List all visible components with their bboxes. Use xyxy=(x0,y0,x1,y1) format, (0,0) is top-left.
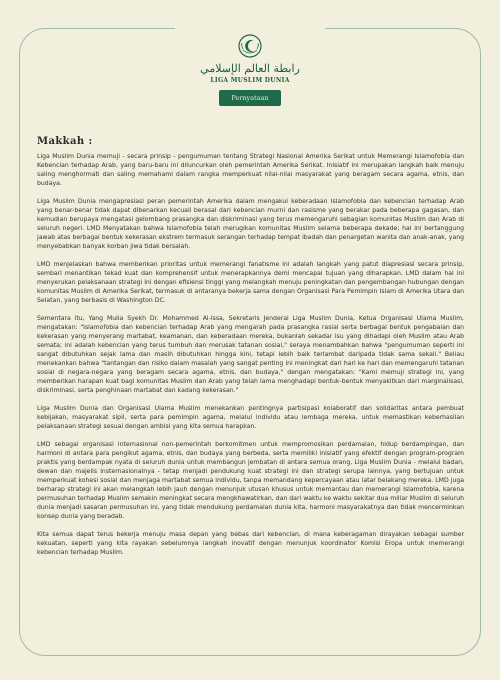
paragraph-2: Liga Muslim Dunia mengapresiasi peran pemerintah Amerika dalam mengakui keberadaan Islamofobia dan kebencian terhadap Arab yang benar-benar tidak dapat dibenarkan kecuali berasal dari kebencian murni dan rasisme yang berakar pada beberapa gagasan, dan kemudian berupaya mengatasi gelombang prasangka dan diskriminasi yang terus memengaruhi sebagian komunitas Muslim dan Arab di seluruh negeri. LMD Menyatakan bahwa Islamofobia telah merugikan komunitas Muslim selama beberapa dekade; hal ini bertanggung jawab atas berbagai bentuk kekerasan ekstrem termasuk serangan terhadap tempat ibadah dan penargetan wanita dan anak-anak, yang menyebabkan banyak korban jiwa tidak bersalah. xyxy=(37,198,464,250)
paragraph-6: LMD sebagai organisasi internasional non-pemerintah berkomitmen untuk mempromosikan perdamaian, hidup berdampingan, dan harmoni di antara para pengikut agama, etnis, dan budaya yang berbeda, serta memiliki inisiatif yang efektif dengan program-program praktis yang berdampak nyata di seluruh dunia untuk membangun jembatan di antara semua orang, Liga Muslim Dunia - melalui badan, dewan dan majelis insternasionalnya - tetap menjadi pendukung kuat strategi ini dan strategi serupa lainnya, yang bertujuan untuk memperkuat kohesi sosial dan menjaga martabat semua individu, tanpa memandang kepercayaan atau latar belakang mereka. LMD juga berharap strategi ini akan melangkah lebih jauh dengan menunjuk utusan khusus untuk memantau dan memerangi Islamofobia, karena permusuhan terhadap Muslim semakin meningkat secara mengkhawatirkan, dan dari waktu ke waktu sekitar dua miliar Muslim di seluruh dunia menjadi sasaran permusuhan ini, yang tidak mendukung perdamaian dunia kita, harmoni masyarakatnya dan tidak mencerminkan konsep dunia yang beradab. xyxy=(37,441,464,520)
dateline-city: Makkah : xyxy=(37,136,93,147)
paragraph-4: Sementara itu, Yang Mulia Syekh Dr. Mohammed Al-Issa, Sekretaris Jenderal Liga Muslim Dunia, Ketua Organisasi Ulama Muslim, mengatakan: "Islamofobia dan kebencian terhadap Arab yang mengarah pada prasangka rasial serta berbagai bentuk pengabaian dan kekerasan yang menyerang martabat, keamanan, dan keberadaan mereka, bukanlah sekadar isu yang dihadapi oleh Muslim atau Arab semata; ini adalah kebencian yang terus tumbuh dan merusak tatanan sosial," seraya menambahkan bahwa "pengumuman seperti ini sangat dibutuhkan sejak lama dan masih dibutuhkan hingga kini, tetapi lebih baik terlambat daripada tidak sama sekali." Beliau menekankan bahwa "tantangan dan risiko dalam masalah yang sangat penting ini meningkat dari hari ke hari dan memengaruhi tatanan sosial di negara-negara yang beragam secara agama, etnis, dan budaya," dengan mengatakan: "Kami memuji strategi ini, yang memberikan harapan kuat bagi komunitas Muslim dan Arab yang telah lama menghadapi bentuk-bentuk menyakitkan dari marginalisasi, diskriminasi, serta penghinaan martabat dan kadang kekerasan." xyxy=(37,315,464,394)
statement-badge: Pernyataan xyxy=(219,90,280,106)
statement-body xyxy=(37,152,464,566)
paragraph-7: Kita semua dapat terus bekerja menuju masa depan yang bebas dari kebencian, di mana keberagaman dirayakan sebagai sumber kekuatan, seperti yang kita rayakan sebelumnya langkah inovatif dengan menunjuk koordinator Komisi Eropa untuk memerangi kebencian terhadap Muslim. xyxy=(37,531,464,556)
letterhead xyxy=(175,4,325,104)
paragraph-5: Liga Muslim Dunia dan Organisasi Ulama Muslim menekankan pentingnya partisipasi kolaboratif dan solidaritas antara pembuat kebijakan, masyarakat sipil, serta para pemimpin agama, melalui individu atau lembaga mereka, untuk memastikan keberhasilan pelaksanaan strategi sesuai dengan ambisi yang kita semua harapkan. xyxy=(37,405,464,430)
paragraph-1: Liga Muslim Dunia memuji - secara prinsip - pengumuman tentang Strategi Nasional Amerika Serikat untuk Memerangi Islamofobia dan Kebencian terhadap Arab, yang baru-baru ini diluncurkan oleh pemerintah Amerika Serikat. Inisiatif ini merupakan langkah baik menuju saling menghormati dan saling memahami dalam rangka memperkuat nilai-nilai masyarakat yang beragam secara agama, etnis, dan budaya. xyxy=(37,153,464,187)
crescent-emblem-icon xyxy=(238,34,262,58)
arabic-org-title: رابطة العالم الإسلامي xyxy=(200,62,300,75)
org-name: LIGA MUSLIM DUNIA xyxy=(210,77,290,84)
paragraph-3: LMD menjelaskan bahwa memberikan prioritas untuk memerangi fanatisme ini adalah langkah yang patut diapresiasi secara prinsip, sembari menantikan tekad kuat dan komprehensif untuk menerapkannya demi mencapai tujuan yang diharapkan. LMD dalam hal ini menyerukan pelaksanaan strategi ini dengan efisiensi tinggi yang melangkah menuju peningkatan dan pengembangan hubungan dengan komunitas Muslim di Amerika Serikat, termasuk di antaranya bekerja sama dengan Organisasi Para Pemimpin Islam di Amerika Utara dan Selatan, yang berbasis di Washington DC. xyxy=(37,261,464,304)
